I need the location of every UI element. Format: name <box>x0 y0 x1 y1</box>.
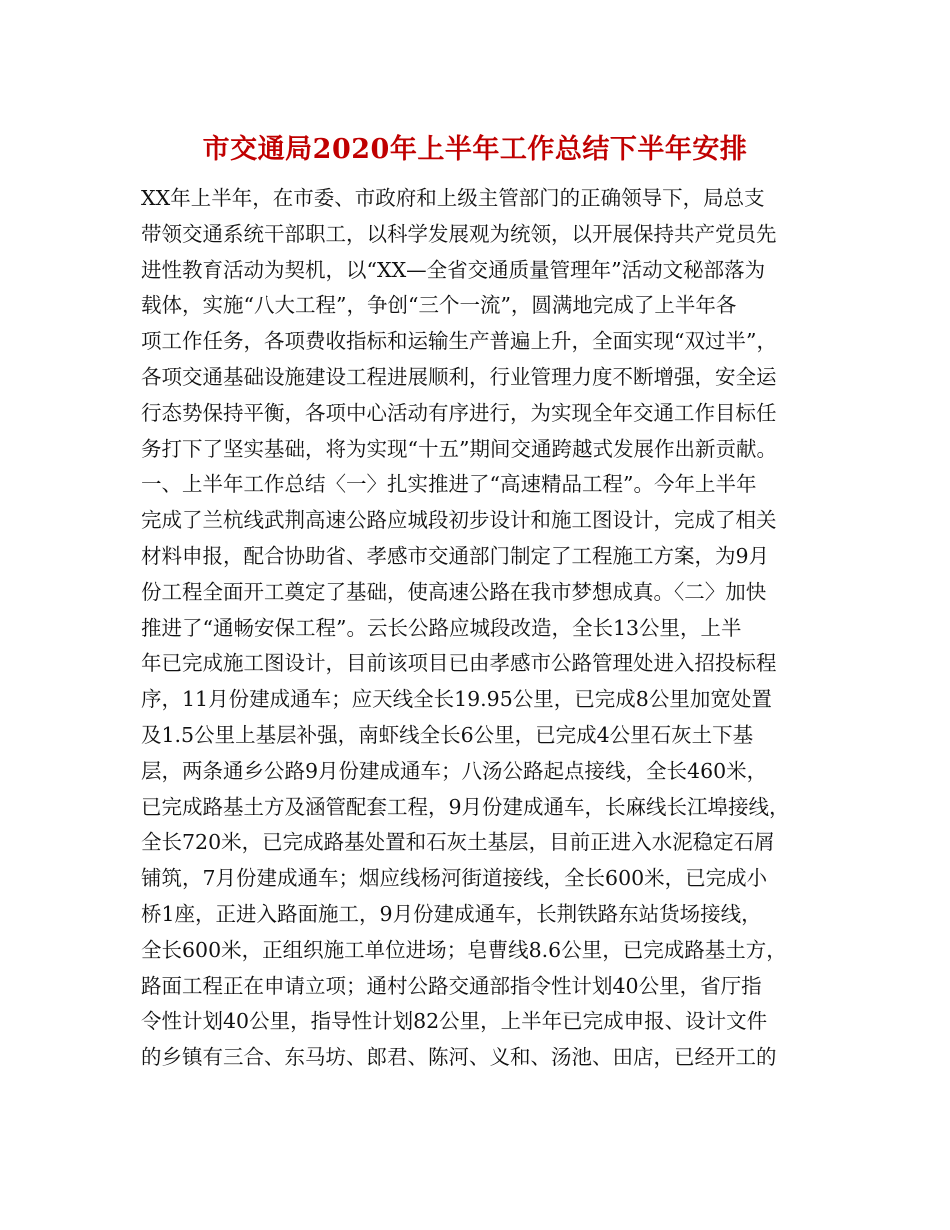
body-line: 行态势保持平衡，各项中心活动有序进行，为实现全年交通工作目标任 <box>141 400 777 425</box>
body-line: 载体，实施“八大工程”，争创“三个一流”，圆满地完成了上半年各 <box>141 293 737 318</box>
body-line: 材料申报，配合协助省、孝感市交通部门制定了工程施工方案，为9月 <box>141 543 770 568</box>
body-line: 完成了兰杭线武荆高速公路应城段初步设计和施工图设计，完成了相关 <box>141 508 777 533</box>
body-line: 各项交通基础设施建设工程进展顺利，行业管理力度不断增强，安全运 <box>141 364 777 389</box>
body-line: 年已完成施工图设计，目前该项目已由孝感市公路管理处进入招投标程 <box>141 651 777 676</box>
document-title: 市交通局2020年上半年工作总结下半年安排 <box>202 134 748 165</box>
body-line: 序，11月份建成通车；应天线全长19.95公里，已完成8公里加宽处置 <box>141 687 772 712</box>
body-line: 务打下了坚实基础，将为实现“十五”期间交通跨越式发展作出新贡献。 <box>141 436 777 461</box>
body-line: 及1.5公里上基层补强，南虾线全长6公里，已完成4公里石灰土下基 <box>141 722 754 747</box>
body-line: 推进了“通畅安保工程”。云长公路应城段改造，全长13公里，上半 <box>141 615 742 640</box>
body-line: 已完成路基土方及涵管配套工程，9月份建成通车，长麻线长江埠接线， <box>141 794 790 819</box>
body-line: XX年上半年，在市委、市政府和上级主管部门的正确领导下，局总支 <box>141 186 765 210</box>
document-body <box>141 181 831 1076</box>
body-line: 份工程全面开工奠定了基础，使高速公路在我市梦想成真。〈二〉加快 <box>141 579 767 604</box>
body-line: 令性计划40公里，指导性计划82公里，上半年已完成申报、设计文件 <box>141 1009 768 1034</box>
body-line: 的乡镇有三合、东马坊、郎君、陈河、义和、汤池、田店，已经开工的 <box>141 1045 777 1070</box>
body-line: 路面工程正在申请立项；通村公路交通部指令性计划40公里，省厅指 <box>141 973 762 998</box>
body-line: 一、上半年工作总结〈一〉扎实推进了“高速精品工程”。今年上半年 <box>141 472 757 497</box>
body-line: 项工作任务，各项费收指标和运输生产普遍上升，全面实现“双过半”， <box>141 329 777 354</box>
body-line: 全长720米，已完成路基处置和石灰土基层，目前正进入水泥稳定石屑 <box>141 830 775 855</box>
body-line: 桥1座，正进入路面施工，9月份建成通车，长荆铁路东站货场接线， <box>141 901 762 926</box>
body-line: 全长600米，正组织施工单位进场；皂曹线8.6公里，已完成路基土方， <box>141 937 787 962</box>
body-line: 进性教育活动为契机，以“XX—全省交通质量管理年”活动文秘部落为 <box>141 257 766 282</box>
body-line: 带领交通系统干部职工，以科学发展观为统领，以开展保持共产党员先 <box>141 221 777 246</box>
body-line: 层，两条通乡公路9月份建成通车；八汤公路起点接线，全长460米， <box>141 758 768 783</box>
body-line: 铺筑，7月份建成通车；烟应线杨河街道接线，全长600米，已完成小 <box>141 866 768 891</box>
